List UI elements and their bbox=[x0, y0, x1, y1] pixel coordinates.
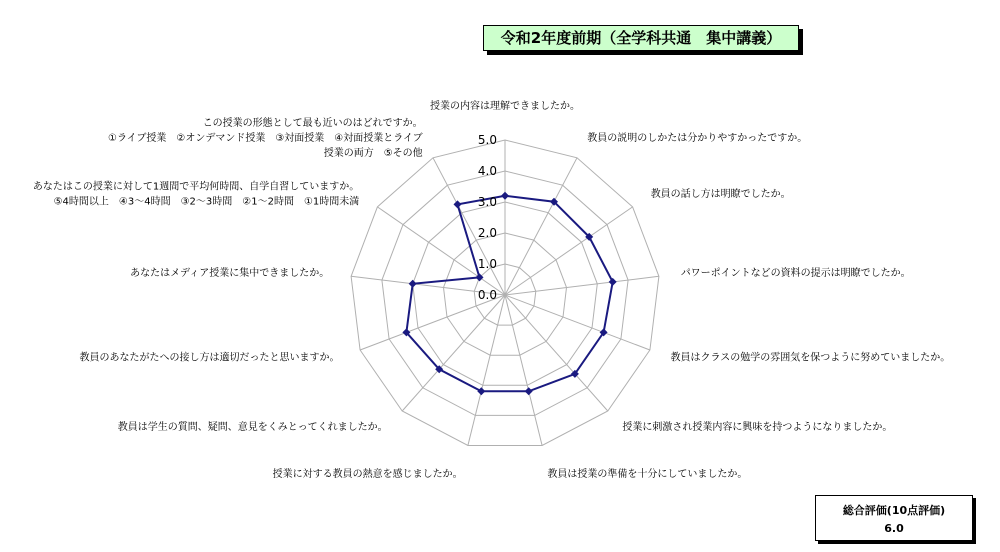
category-label: 教員の話し方は明瞭でしたか。 bbox=[650, 189, 791, 200]
data-point bbox=[501, 192, 509, 200]
radar-spoke bbox=[402, 295, 505, 411]
category-label: 教員のあなたがたへの接し方は適切だったと思いますか。 bbox=[79, 352, 340, 364]
data-point bbox=[525, 387, 533, 395]
category-label: 授業に刺激され授業内容に興味を持つようになりましたか。 bbox=[622, 422, 893, 433]
category-label: パワーポイントなどの資料の提示は明瞭でしたか。 bbox=[680, 268, 911, 280]
category-label: あなたはこの授業に対して1週間で平均何時間、自学自習していますか。 bbox=[32, 181, 360, 193]
overall-score-box bbox=[815, 495, 973, 541]
radar-spoke bbox=[505, 158, 577, 295]
category-label: あなたはメディア授業に集中できましたか。 bbox=[130, 268, 330, 280]
category-label: 教員の説明のしかたは分かりやすかったですか。 bbox=[587, 132, 808, 144]
tick-label: 3.0 bbox=[477, 195, 497, 209]
radar-spoke bbox=[505, 295, 608, 411]
overall-score-value: 6.0 bbox=[884, 522, 904, 535]
data-point bbox=[409, 280, 417, 288]
category-label: 授業に対する教員の熱意を感じましたか。 bbox=[272, 468, 463, 480]
radar-spoke bbox=[468, 295, 505, 446]
tick-label: 2.0 bbox=[477, 226, 497, 240]
radar-series bbox=[402, 192, 616, 395]
radar-spoke bbox=[505, 295, 542, 446]
tick-label: 5.0 bbox=[477, 133, 497, 147]
radar-spoke bbox=[505, 295, 650, 350]
category-label: 授業の内容は理解できましたか。 bbox=[430, 101, 580, 112]
category-label: この授業の形態として最も近いのはどれですか。 bbox=[202, 117, 423, 129]
data-point bbox=[454, 200, 462, 208]
tick-label: 4.0 bbox=[477, 164, 497, 178]
data-point bbox=[477, 387, 485, 395]
series-line-0 bbox=[406, 196, 612, 391]
category-label: 教員は学生の質問、疑問、意見をくみとってくれましたか。 bbox=[117, 422, 388, 433]
category-label: 教員はクラスの勉学の雰囲気を保つように努めていましたか。 bbox=[670, 352, 951, 364]
tick-label: 0.0 bbox=[477, 288, 497, 302]
tick-label: 1.0 bbox=[477, 257, 497, 271]
category-label: 授業の両方 ⑤その他 bbox=[323, 147, 423, 159]
overall-score-label: 総合評価(10点評価) bbox=[842, 504, 946, 517]
category-label: ⑤4時間以上 ④3～4時間 ③2～3時間 ②1～2時間 ①1時間未満 bbox=[53, 196, 360, 208]
category-label: ①ライブ授業 ②オンデマンド授業 ③対面授業 ④対面授業とライブ bbox=[108, 132, 423, 144]
radar-spoke bbox=[360, 295, 505, 350]
data-point bbox=[609, 278, 617, 286]
radar-axes bbox=[351, 140, 659, 446]
chart-title: 令和2年度前期（全学科共通 集中講義） bbox=[483, 25, 799, 51]
category-label: 教員は授業の準備を十分にしていましたか。 bbox=[547, 468, 748, 480]
